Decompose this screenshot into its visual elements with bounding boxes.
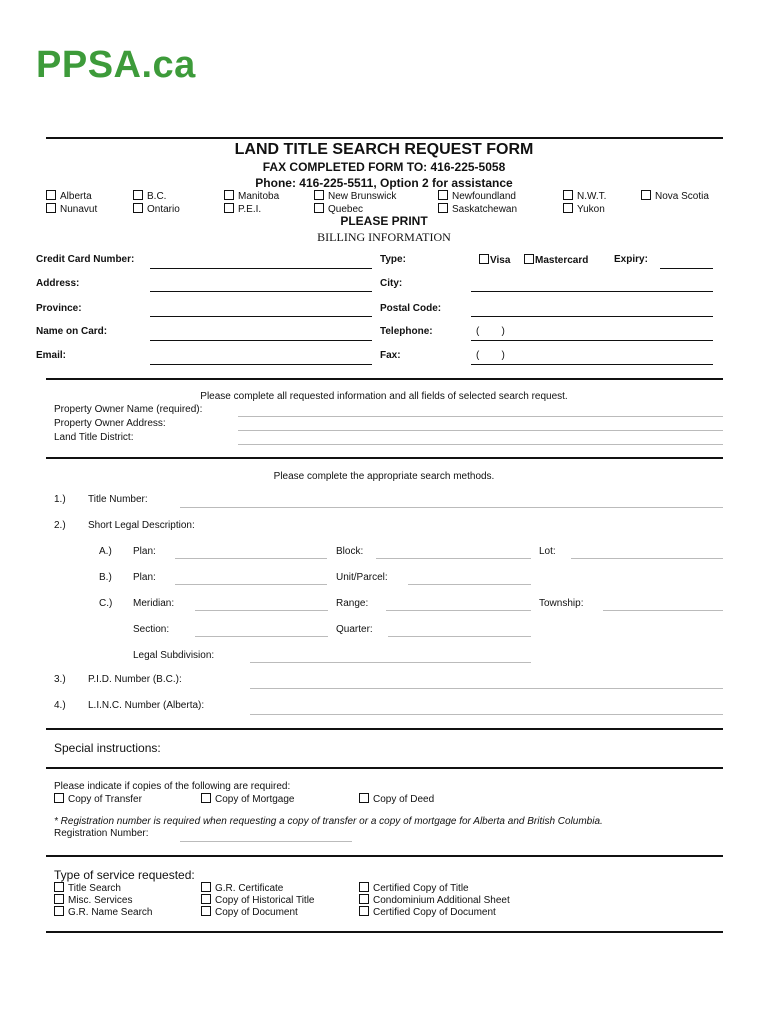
credit-card-field[interactable]: [150, 268, 372, 269]
checkbox-icon[interactable]: [133, 203, 143, 213]
province-label: Ontario: [147, 204, 180, 215]
section-rule: [46, 767, 723, 769]
certified-copy-title-option[interactable]: [359, 882, 469, 894]
telephone-area-code: ( ): [476, 326, 505, 337]
item-number: 1.): [54, 494, 66, 505]
land-title-district-label: Land Title District:: [54, 432, 134, 443]
option-label: G.R. Certificate: [215, 883, 284, 894]
condominium-sheet-option[interactable]: [359, 894, 510, 906]
copy-of-document-option[interactable]: [201, 906, 298, 918]
telephone-field[interactable]: [471, 340, 713, 341]
checkbox-icon[interactable]: [438, 203, 448, 213]
province-label: Alberta: [60, 191, 92, 202]
option-label: Copy of Deed: [373, 794, 435, 805]
item-number: 4.): [54, 700, 66, 711]
search-instruction: Please complete the appropriate search methods.: [273, 471, 495, 482]
fax-field[interactable]: [471, 364, 713, 365]
email-label: Email:: [36, 350, 67, 361]
checkbox-icon[interactable]: [224, 203, 234, 213]
title-number-label: Title Number:: [88, 494, 148, 505]
option-label: Certified Copy of Title: [373, 883, 469, 894]
checkbox-icon[interactable]: [524, 254, 534, 264]
section-label: Section:: [133, 624, 170, 635]
item-number: 3.): [54, 674, 66, 685]
postal-code-field[interactable]: [471, 316, 713, 317]
top-rule: [46, 137, 723, 139]
copy-of-transfer-option[interactable]: [54, 793, 142, 805]
checkbox-icon[interactable]: [563, 190, 573, 200]
checkbox-icon[interactable]: [359, 894, 369, 904]
unit-parcel-field[interactable]: [408, 584, 531, 585]
visa-option[interactable]: [479, 254, 510, 266]
province-label: Province:: [36, 303, 82, 314]
title-number-field[interactable]: [180, 507, 723, 508]
fax-line: FAX COMPLETED FORM TO: 416-225-5058: [262, 160, 506, 174]
province-nova-scotia[interactable]: [641, 190, 709, 202]
gr-certificate-option[interactable]: [201, 882, 283, 894]
address-field[interactable]: [150, 291, 372, 292]
city-field[interactable]: [471, 291, 713, 292]
province-nwt[interactable]: [563, 190, 606, 202]
checkbox-icon[interactable]: [359, 793, 369, 803]
bottom-rule: [46, 931, 723, 933]
please-print: PLEASE PRINT: [340, 214, 428, 228]
registration-note: * Registration number is required when requesting a copy of transfer or a copy of mortgage for Alberta and British Columbia.: [54, 816, 603, 827]
checkbox-icon[interactable]: [201, 906, 211, 916]
legal-subdivision-label: Legal Subdivision:: [133, 650, 215, 661]
checkbox-icon[interactable]: [479, 254, 489, 264]
checkbox-icon[interactable]: [46, 190, 56, 200]
owner-name-field[interactable]: [238, 416, 723, 417]
land-title-district-field[interactable]: [238, 444, 723, 445]
option-label: Copy of Transfer: [68, 794, 142, 805]
checkbox-icon[interactable]: [314, 203, 324, 213]
range-field[interactable]: [386, 610, 531, 611]
checkbox-icon[interactable]: [201, 894, 211, 904]
credit-card-label: Credit Card Number:: [36, 254, 135, 265]
meridian-label: Meridian:: [133, 598, 175, 609]
province-alberta[interactable]: [46, 190, 92, 202]
plan-field[interactable]: [175, 558, 327, 559]
registration-number-field[interactable]: [180, 841, 352, 842]
unit-parcel-label: Unit/Parcel:: [336, 572, 388, 583]
telephone-label: Telephone:: [380, 326, 433, 337]
province-label: New Brunswick: [328, 191, 397, 202]
option-label: Copy of Historical Title: [215, 895, 315, 906]
block-label: Block:: [336, 546, 364, 557]
province-label: Newfoundland: [452, 191, 516, 202]
quarter-label: Quarter:: [336, 624, 373, 635]
checkbox-icon[interactable]: [46, 203, 56, 213]
checkbox-icon[interactable]: [54, 793, 64, 803]
sub-item-a: A.): [99, 546, 112, 557]
province-bc[interactable]: [133, 190, 166, 202]
meridian-field[interactable]: [195, 610, 328, 611]
section-rule: [46, 378, 723, 380]
fax-area-code: ( ): [476, 350, 505, 361]
short-legal-label: Short Legal Description:: [88, 520, 195, 531]
checkbox-icon[interactable]: [641, 190, 651, 200]
certified-copy-document-option[interactable]: [359, 906, 496, 918]
phone-line: Phone: 416-225-5511, Option 2 for assistance: [255, 176, 513, 190]
province-label: N.W.T.: [577, 191, 607, 202]
service-heading: Type of service requested:: [54, 868, 195, 882]
option-label: Certified Copy of Document: [373, 907, 496, 918]
email-field[interactable]: [150, 364, 372, 365]
option-label: Title Search: [68, 883, 121, 894]
province-label: Saskatchewan: [452, 204, 518, 215]
section-field[interactable]: [195, 636, 328, 637]
checkbox-icon[interactable]: [314, 190, 324, 200]
type-label: Type:: [380, 254, 406, 265]
item-number: 2.): [54, 520, 66, 531]
province-manitoba[interactable]: [224, 190, 279, 202]
province-field[interactable]: [150, 316, 372, 317]
township-label: Township:: [539, 598, 584, 609]
pid-field[interactable]: [250, 688, 723, 689]
ppsa-logo: PPSA.ca: [36, 44, 196, 86]
plan-label: Plan:: [133, 546, 156, 557]
checkbox-icon[interactable]: [201, 882, 211, 892]
checkbox-icon[interactable]: [224, 190, 234, 200]
legal-subdivision-field[interactable]: [250, 662, 531, 663]
province-label: Nunavut: [60, 204, 98, 215]
name-on-card-label: Name on Card:: [36, 326, 108, 337]
section-rule: [46, 728, 723, 730]
block-field[interactable]: [376, 558, 531, 559]
copy-historical-title-option[interactable]: [201, 894, 314, 906]
name-on-card-field[interactable]: [150, 340, 372, 341]
option-label: Copy of Document: [215, 907, 298, 918]
expiry-label: Expiry:: [614, 254, 648, 265]
owner-instruction: Please complete all requested information and all fields of selected search request.: [200, 391, 568, 402]
expiry-field[interactable]: [660, 268, 713, 269]
mastercard-option[interactable]: [524, 254, 588, 266]
checkbox-icon[interactable]: [54, 906, 64, 916]
section-rule: [46, 855, 723, 857]
linc-label: L.I.N.C. Number (Alberta):: [88, 700, 205, 711]
checkbox-icon[interactable]: [438, 190, 448, 200]
sub-item-c: C.): [99, 598, 113, 609]
address-label: Address:: [36, 278, 80, 289]
visa-label: Visa: [490, 255, 511, 266]
province-newfoundland[interactable]: [438, 190, 516, 202]
province-label: Manitoba: [238, 191, 280, 202]
checkbox-icon[interactable]: [54, 894, 64, 904]
pid-label: P.I.D. Number (B.C.):: [88, 674, 182, 685]
option-label: G.R. Name Search: [68, 907, 153, 918]
sub-item-b: B.): [99, 572, 112, 583]
checkbox-icon[interactable]: [54, 882, 64, 892]
lot-field[interactable]: [571, 558, 723, 559]
checkbox-icon[interactable]: [359, 882, 369, 892]
mastercard-label: Mastercard: [535, 255, 589, 266]
owner-address-label: Property Owner Address:: [54, 418, 166, 429]
township-field[interactable]: [603, 610, 723, 611]
checkbox-icon[interactable]: [563, 203, 573, 213]
city-label: City:: [380, 278, 403, 289]
option-label: Condominium Additional Sheet: [373, 895, 510, 906]
billing-heading: BILLING INFORMATION: [317, 230, 451, 244]
fax-label: Fax:: [380, 350, 401, 361]
section-rule: [46, 457, 723, 459]
province-label: B.C.: [147, 191, 167, 202]
province-new-brunswick[interactable]: [314, 190, 396, 202]
linc-field[interactable]: [250, 714, 723, 715]
quarter-field[interactable]: [388, 636, 531, 637]
owner-name-label: Property Owner Name (required):: [54, 404, 203, 415]
owner-address-field[interactable]: [238, 430, 723, 431]
postal-code-label: Postal Code:: [380, 303, 442, 314]
province-label: Quebec: [328, 204, 364, 215]
province-label: Nova Scotia: [655, 191, 709, 202]
province-label: P.E.I.: [238, 204, 262, 215]
copy-of-deed-option[interactable]: [359, 793, 434, 805]
province-label: Yukon: [577, 204, 605, 215]
misc-services-option[interactable]: [54, 894, 132, 906]
checkbox-icon[interactable]: [133, 190, 143, 200]
special-instructions-label: Special instructions:: [54, 741, 161, 755]
option-label: Misc. Services: [68, 895, 133, 906]
title-search-option[interactable]: [54, 882, 121, 894]
checkbox-icon[interactable]: [359, 906, 369, 916]
registration-number-label: Registration Number:: [54, 828, 149, 839]
copy-of-mortgage-option[interactable]: [201, 793, 295, 805]
range-label: Range:: [336, 598, 369, 609]
copies-prompt: Please indicate if copies of the following are required:: [54, 781, 291, 792]
form-title: LAND TITLE SEARCH REQUEST FORM: [234, 141, 534, 158]
checkbox-icon[interactable]: [201, 793, 211, 803]
lot-label: Lot:: [539, 546, 556, 557]
plan-label: Plan:: [133, 572, 156, 583]
gr-name-search-option[interactable]: [54, 906, 152, 918]
option-label: Copy of Mortgage: [215, 794, 295, 805]
plan-field[interactable]: [175, 584, 327, 585]
